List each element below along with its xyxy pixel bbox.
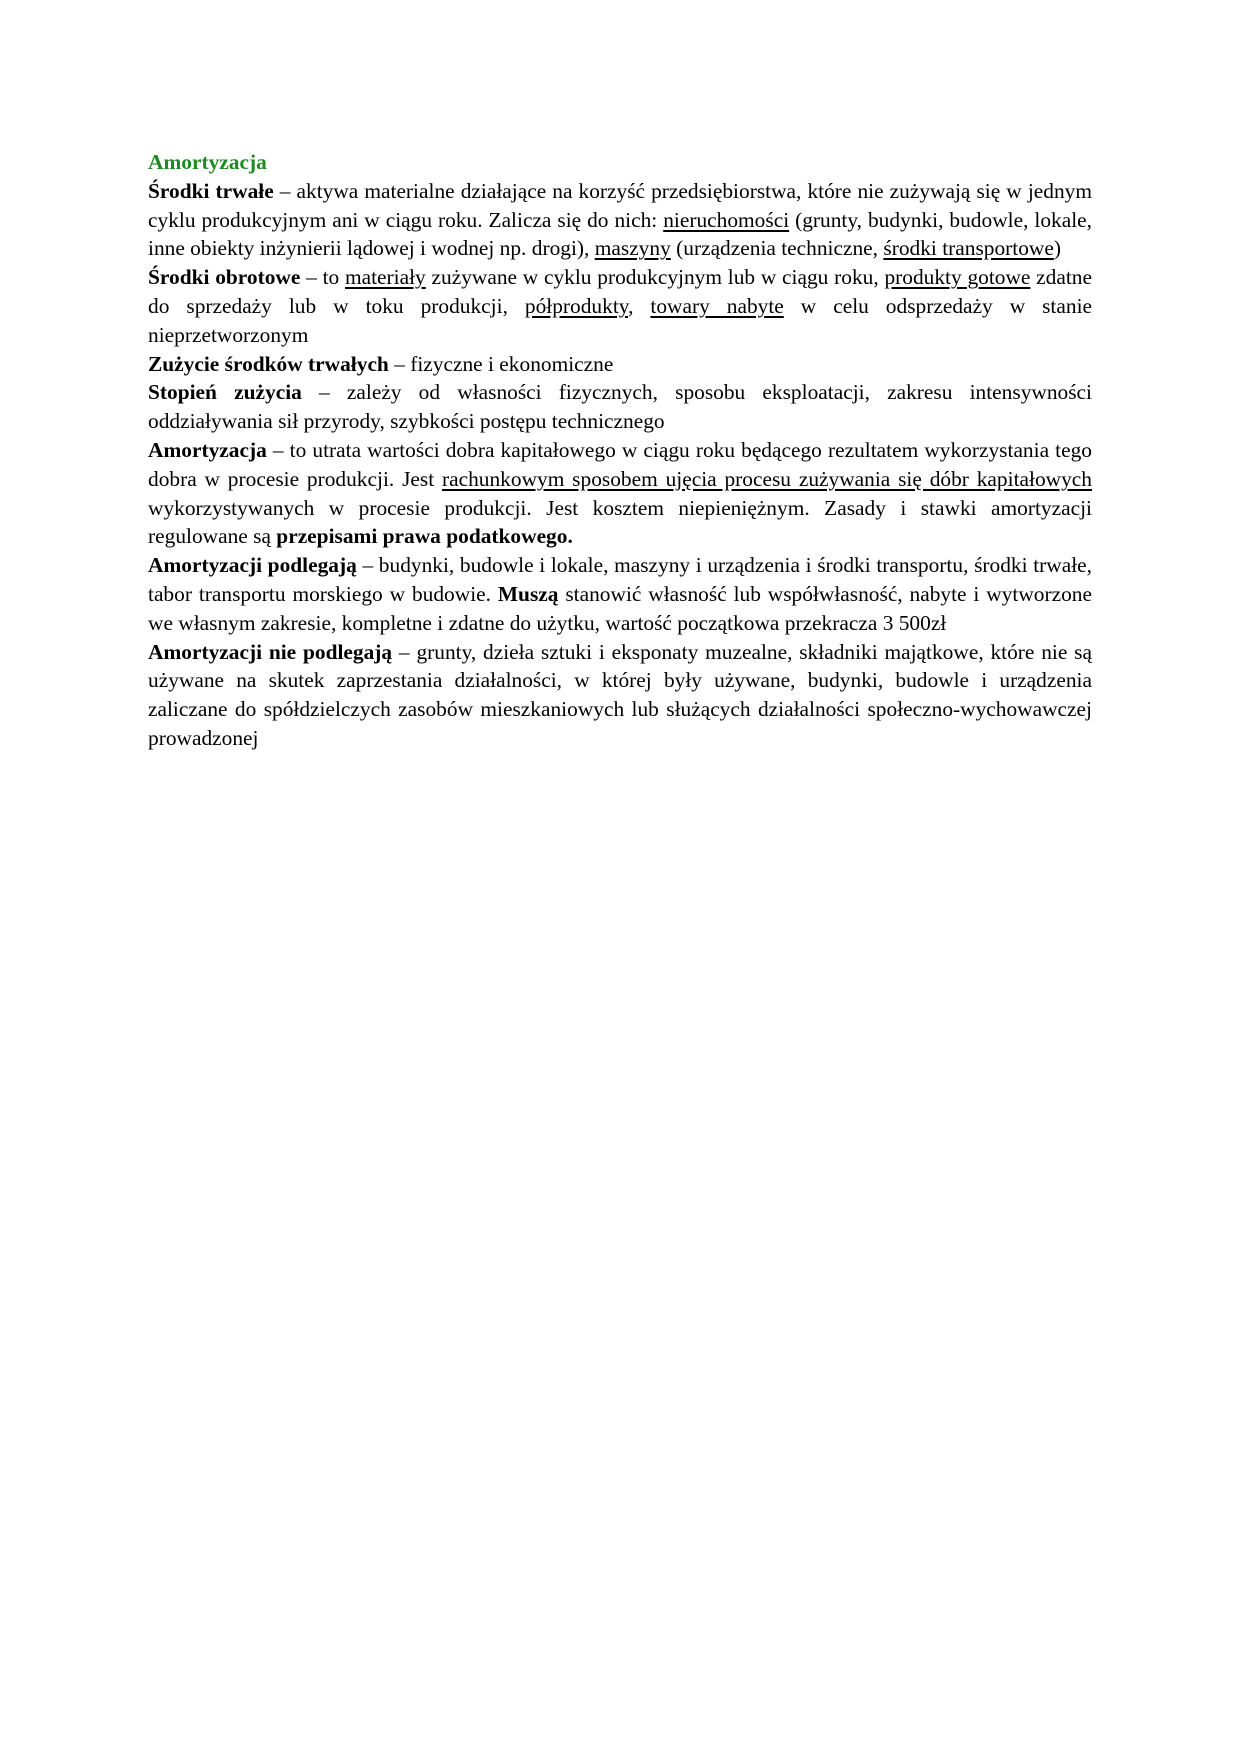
bold-przepisami-prawa: przepisami prawa podatkowego. bbox=[276, 524, 573, 549]
text: – zależy od własności fizycznych, sposobu eksploatacji, zakresu intensywności oddziaływania sił przyrody, szybkości postępu technicznego bbox=[148, 380, 1092, 434]
paragraph-amortyzacja bbox=[148, 436, 1092, 551]
link-nieruchomosci[interactable]: nieruchomości bbox=[663, 207, 790, 232]
link-produkty-gotowe[interactable]: produkty gotowe bbox=[884, 265, 1031, 290]
text: wykorzystywanych w procesie produkcji. Jest kosztem niepieniężnym. Zasady i stawki amortyzacji regulowane są bbox=[148, 495, 1092, 549]
text: – to bbox=[300, 265, 345, 290]
document-title: Amortyzacja bbox=[148, 150, 267, 174]
paragraph-srodki-obrotowe bbox=[148, 263, 1092, 349]
paragraph-srodki-trwale bbox=[148, 177, 1092, 263]
paragraph-zuzycie bbox=[148, 350, 1092, 379]
paragraph-stopien-zuzycia bbox=[148, 378, 1092, 436]
link-materialy[interactable]: materiały bbox=[344, 265, 426, 290]
link-maszyny[interactable]: maszyny bbox=[594, 236, 671, 261]
bold-musza: Muszą bbox=[497, 581, 559, 606]
text: ) bbox=[1053, 236, 1061, 261]
term-stopien-zuzycia: Stopień zużycia bbox=[148, 380, 302, 405]
text: zdatne do sprzedaży lub w toku produkcji, bbox=[148, 265, 1092, 318]
link-polprodukty[interactable]: półprodukty bbox=[524, 293, 629, 318]
term-amortyzacji-nie-podlegaja: Amortyzacji nie podlegają bbox=[148, 639, 393, 664]
link-srodki-transportowe[interactable]: środki transportowe bbox=[883, 236, 1054, 261]
term-amortyzacji-podlegaja: Amortyzacji podlegają bbox=[148, 553, 357, 578]
text: zużywane w cyklu produkcyjnym lub w ciągu roku, bbox=[425, 265, 885, 290]
text: – grunty, dzieła sztuki i eksponaty muzealne, składniki majątkowe, które nie są używane na skutek zaprzestania działalności, w której były używane, budynki, budowle i urządzenia zaliczane do spółdzielczych zasobów mieszkaniowych lub służących działalności społeczno-wychowawczej prowadzonej bbox=[148, 639, 1092, 750]
term-srodki-obrotowe: Środki obrotowe bbox=[148, 265, 301, 290]
term-zuzycie: Zużycie środków trwałych bbox=[148, 351, 389, 376]
paragraph-amortyzacji-podlegaja bbox=[148, 551, 1092, 637]
text: w celu odsprzedaży w stanie nieprzetworzonym bbox=[148, 293, 1093, 347]
text: – aktywa materialne działające na korzyść przedsiębiorstwa, które nie zużywają się w jednym cyklu produkcyjnym ani w ciągu roku. Zalicza się do nich: bbox=[148, 178, 1092, 232]
text: – to utrata wartości dobra kapitałowego w ciągu roku będącego rezultatem wykorzystania tego dobra w procesie produkcji. Jest bbox=[148, 437, 1092, 491]
term-srodki-trwale: Środki trwałe bbox=[148, 178, 274, 203]
document-page bbox=[148, 148, 1092, 753]
link-rachunkowym-sposobem[interactable]: rachunkowym sposobem ujęcia procesu zużywania się dóbr kapitałowych bbox=[441, 466, 1092, 491]
text: – fizyczne i ekonomiczne bbox=[388, 351, 614, 376]
paragraph-amortyzacji-nie-podlegaja bbox=[148, 638, 1092, 753]
text: , bbox=[628, 293, 651, 318]
text: (grunty, budynki, budowle, lokale, inne obiekty inżynierii lądowej i wodnej np. drogi), bbox=[148, 207, 1092, 261]
text: stanowić własność lub współwłasność, nabyte i wytworzone we własnym zakresie, kompletne i zdatne do użytku, wartość początkowa przekracza 3 500zł bbox=[148, 581, 1092, 635]
link-towary-nabyte[interactable]: towary nabyte bbox=[650, 293, 784, 318]
text: – budynki, budowle i lokale, maszyny i urządzenia i środki transportu, środki trwałe, tabor transportu morskiego w budowie. bbox=[148, 553, 1092, 606]
term-amortyzacja: Amortyzacja bbox=[148, 437, 267, 462]
text: (urządzenia techniczne, bbox=[670, 236, 884, 261]
